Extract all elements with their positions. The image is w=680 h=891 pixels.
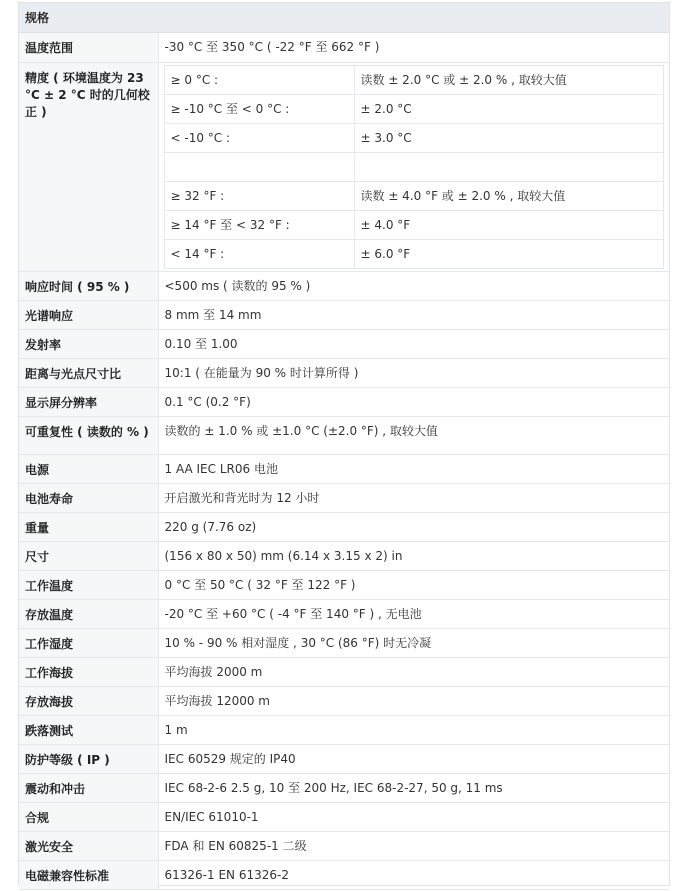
spec-label: 温度范围 <box>19 33 158 62</box>
accuracy-spec: ± 4.0 °F <box>354 210 663 239</box>
spec-value: 平均海拔 12000 m <box>158 686 669 715</box>
spec-panel <box>18 2 670 886</box>
accuracy-row <box>164 123 663 152</box>
spec-label: 存放温度 <box>19 599 158 628</box>
spec-row-operating-altitude <box>19 657 669 686</box>
spec-row-ip-rating <box>19 744 669 773</box>
spec-value: IEC 60529 规定的 IP40 <box>158 744 669 773</box>
spec-row-operating-humidity <box>19 628 669 657</box>
spec-value: 开启激光和背光时为 12 小时 <box>158 483 669 512</box>
spec-value: FDA 和 EN 60825-1 二级 <box>158 831 669 860</box>
spec-label: 光谱响应 <box>19 300 158 329</box>
spec-label: 电池寿命 <box>19 483 158 512</box>
spec-value: 10 % - 90 % 相对湿度 , 30 °C (86 °F) 时无冷凝 <box>158 628 669 657</box>
accuracy-spec <box>354 152 663 181</box>
accuracy-range: ≥ 32 °F : <box>164 181 354 210</box>
accuracy-spec: ± 6.0 °F <box>354 239 663 268</box>
spec-row-display-resolution <box>19 387 669 416</box>
spec-row-response-time <box>19 271 669 300</box>
spec-row-vibration-shock <box>19 773 669 802</box>
spec-label: 重量 <box>19 512 158 541</box>
spec-row-spectral-response <box>19 300 669 329</box>
spec-row-repeatability <box>19 416 669 454</box>
spec-label: 响应时间 ( 95 % ) <box>19 271 158 300</box>
spec-value: EN/IEC 61010-1 <box>158 802 669 831</box>
spec-row-dimensions <box>19 541 669 570</box>
spec-row-weight <box>19 512 669 541</box>
spec-label: 震动和冲击 <box>19 773 158 802</box>
accuracy-row <box>164 94 663 123</box>
spec-row-operating-temperature <box>19 570 669 599</box>
accuracy-table <box>164 65 664 269</box>
spec-label: 尺寸 <box>19 541 158 570</box>
spec-label: 可重复性 ( 读数的 % ) <box>19 416 158 454</box>
accuracy-row <box>164 181 663 210</box>
accuracy-row-empty <box>164 152 663 181</box>
spec-label: 工作海拔 <box>19 657 158 686</box>
spec-row-storage-temperature <box>19 599 669 628</box>
spec-row-emissivity <box>19 329 669 358</box>
spec-value: -20 °C 至 +60 °C ( -4 °F 至 140 °F ) , 无电池 <box>158 599 669 628</box>
spec-value: 0 °C 至 50 °C ( 32 °F 至 122 °F ) <box>158 570 669 599</box>
spec-label: 激光安全 <box>19 831 158 860</box>
spec-value: IEC 68-2-6 2.5 g, 10 至 200 Hz, IEC 68-2-27, 50 g, 11 ms <box>158 773 669 802</box>
spec-value: 读数的 ± 1.0 % 或 ±1.0 °C (±2.0 °F) , 取较大值 <box>158 416 669 454</box>
accuracy-cell <box>158 62 669 271</box>
spec-row-accuracy <box>19 62 669 271</box>
accuracy-range: < -10 °C : <box>164 123 354 152</box>
accuracy-range: ≥ 14 °F 至 < 32 °F : <box>164 210 354 239</box>
spec-row-storage-altitude <box>19 686 669 715</box>
spec-row-temperature-range <box>19 33 669 62</box>
spec-value: 8 mm 至 14 mm <box>158 300 669 329</box>
spec-row-compliance <box>19 802 669 831</box>
spec-value: (156 x 80 x 50) mm (6.14 x 3.15 x 2) in <box>158 541 669 570</box>
spec-value: 平均海拔 2000 m <box>158 657 669 686</box>
spec-row-emc <box>19 860 669 889</box>
spec-row-laser-safety <box>19 831 669 860</box>
spec-title: 规格 <box>25 11 50 25</box>
accuracy-range <box>164 152 354 181</box>
spec-header <box>19 3 669 33</box>
accuracy-row <box>164 239 663 268</box>
accuracy-range: ≥ -10 °C 至 < 0 °C : <box>164 94 354 123</box>
spec-label: 存放海拔 <box>19 686 158 715</box>
spec-row-drop-test <box>19 715 669 744</box>
accuracy-row <box>164 210 663 239</box>
spec-value: 0.10 至 1.00 <box>158 329 669 358</box>
accuracy-spec: 读数 ± 2.0 °C 或 ± 2.0 % , 取较大值 <box>354 65 663 94</box>
spec-label: 电磁兼容性标准 <box>19 860 158 889</box>
spec-table <box>19 33 669 890</box>
spec-label: 合规 <box>19 802 158 831</box>
spec-value: 220 g (7.76 oz) <box>158 512 669 541</box>
spec-label: 工作温度 <box>19 570 158 599</box>
spec-label: 电源 <box>19 454 158 483</box>
spec-value: -30 °C 至 350 °C ( -22 °F 至 662 °F ) <box>158 33 669 62</box>
spec-value: 1 m <box>158 715 669 744</box>
accuracy-spec: 读数 ± 4.0 °F 或 ± 2.0 % , 取较大值 <box>354 181 663 210</box>
spec-label: 防护等级 ( IP ) <box>19 744 158 773</box>
spec-label: 工作湿度 <box>19 628 158 657</box>
spec-value: 1 AA IEC LR06 电池 <box>158 454 669 483</box>
spec-value: 10:1 ( 在能量为 90 % 时计算所得 ) <box>158 358 669 387</box>
spec-label: 发射率 <box>19 329 158 358</box>
accuracy-range: < 14 °F : <box>164 239 354 268</box>
spec-label: 距离与光点尺寸比 <box>19 358 158 387</box>
spec-row-distance-spot-ratio <box>19 358 669 387</box>
spec-value: 0.1 °C (0.2 °F) <box>158 387 669 416</box>
accuracy-spec: ± 2.0 °C <box>354 94 663 123</box>
spec-label: 跌落测试 <box>19 715 158 744</box>
spec-row-battery-life <box>19 483 669 512</box>
spec-value: 61326-1 EN 61326-2 <box>158 860 669 889</box>
accuracy-range: ≥ 0 °C : <box>164 65 354 94</box>
spec-label: 显示屏分辨率 <box>19 387 158 416</box>
accuracy-spec: ± 3.0 °C <box>354 123 663 152</box>
spec-value: <500 ms ( 读数的 95 % ) <box>158 271 669 300</box>
spec-label: 精度 ( 环境温度为 23 °C ± 2 °C 时的几何校正 ) <box>19 62 158 271</box>
spec-row-power <box>19 454 669 483</box>
accuracy-row <box>164 65 663 94</box>
